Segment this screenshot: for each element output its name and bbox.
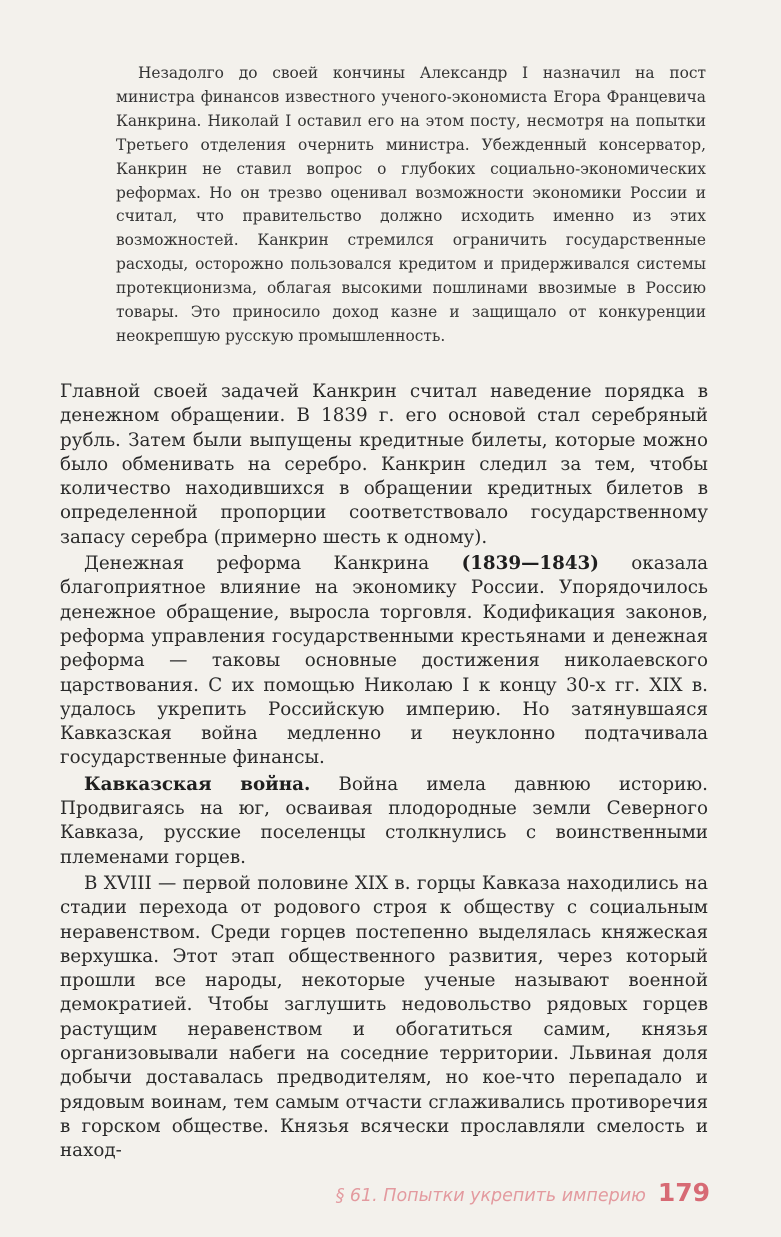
footer-section-title: § 61. Попытки укрепить империю bbox=[335, 1186, 646, 1206]
paragraph-monetary-reform bbox=[60, 552, 708, 771]
inset-paragraph: Незадолго до своей кончины Александр I назначил на пост министра финансов известного ученого-экономиста Егора Францевича Канкрина. Николай I оставил его на этом посту, несмотря на попытки Третьего отделения очернить министра. Убежденный консерватор, Канкрин не ставил вопрос о глубоких социально-экономических реформах. Но он трезво оценивал возможности экономики России и считал, что правительство должно исходить именно из этих возможностей. Канкрин стремился ограничить государственные расходы, осторожно пользовался кредитом и придерживался системы протекционизма, облагая высокими пошлинами ввозимые в Россию товары. Это приносило доход казне и защищало от конкуренции неокрепшую русскую промышленность. bbox=[116, 64, 706, 345]
paragraph-caucasian-war bbox=[60, 773, 708, 870]
paragraph-monetary-reform-start: Денежная реформа Канкрина bbox=[84, 553, 462, 575]
paragraph-highlanders: В XVIII — первой половине XIX в. горцы Кавказа находились на стадии перехода от родового строя к обществу с социальным неравенством. Среди горцев постепенно выделялась княжеская верхушка. Этот этап общественного развития, через который прошли все народы, некоторые ученые называют военной демократией. Чтобы заглушить недовольство рядовых горцев растущим неравенством и обогатиться самим, князья организовывали набеги на соседние территории. Львиная доля добычи доставалась предводителям, но кое-что перепадало и рядовым воинам, тем самым отчасти сглаживались противоречия в горском обществе. Князья всячески прославляли смелость и наход- bbox=[60, 872, 708, 1162]
paragraph-caucasian-war-body: Война имела давнюю историю. Продвигаясь на юг, осваивая плодородные земли Северного Кавказа, русские поселенцы столкнулись с воинственными племенами горцев. bbox=[60, 773, 708, 868]
paragraph-monetary-reform-end: оказала благоприятное влияние на экономику России. Упорядочилось денежное обращение, выросла торговля. Кодификация законов, реформа управления государственными крестьянами и денежная реформа — таковы основные достижения николаевского царствования. С их помощью Николаю I к концу 30-х гг. XIX в. удалось укрепить Российскую империю. Но затянувшаяся Кавказская война медленно и неуклонно подтачивала государственные финансы. bbox=[60, 553, 709, 769]
reform-years: (1839—1843) bbox=[461, 553, 599, 575]
paragraph-monetary-order: Главной своей задачей Канкрин считал наведение порядка в денежном обращении. В 1839 г. его основой стал серебряный рубль. Затем были выпущены кредитные билеты, которые можно было обменивать на серебро. Канкрин следил за тем, чтобы количество находившихся в обращении кредитных билетов в определенной пропорции соответствовало государственному запасу серебра (примерно шесть к одному). bbox=[60, 381, 708, 548]
page-footer bbox=[330, 1178, 710, 1218]
section-heading-caucasian-war: Кавказская война. bbox=[84, 773, 311, 795]
page-number: 179 bbox=[657, 1178, 710, 1207]
main-text bbox=[60, 370, 708, 1164]
